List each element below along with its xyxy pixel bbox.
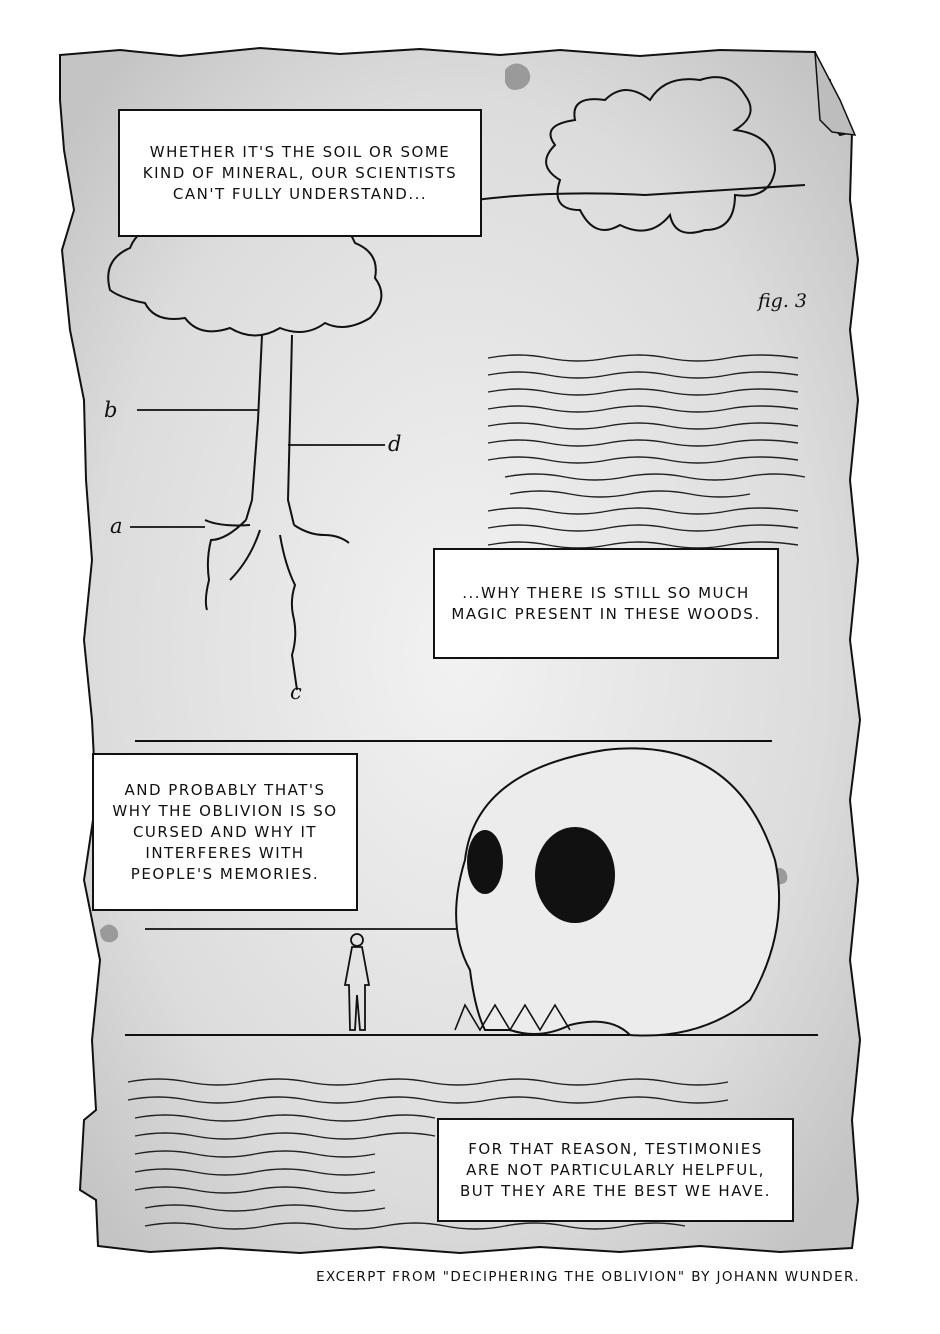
caption-box-2: ...WHY THERE IS STILL SO MUCH MAGIC PRESENT IN THESE WOODS.: [433, 548, 779, 659]
caption-box-3: AND PROBABLY THAT'S WHY THE OBLIVION IS SO CURSED AND WHY IT INTERFERES WITH PEOPLE'S MEMORIES.: [92, 753, 358, 911]
tree-label-a: a: [110, 514, 123, 538]
skull-eye-socket: [535, 827, 615, 923]
excerpt-credit: EXCERPT FROM "DECIPHERING THE OBLIVION" BY JOHANN WUNDER.: [316, 1269, 860, 1285]
tree-label-b: b: [104, 398, 118, 422]
figure-label: fig. 3: [758, 290, 808, 312]
caption-box-1: WHETHER IT'S THE SOIL OR SOME KIND OF MINERAL, OUR SCIENTISTS CAN'T FULLY UNDERSTAND...: [118, 109, 482, 237]
skull-eye-socket: [467, 830, 503, 894]
caption-box-4: FOR THAT REASON, TESTIMONIES ARE NOT PARTICULARLY HELPFUL, BUT THEY ARE THE BEST WE HAVE.: [437, 1118, 794, 1222]
skull: [456, 748, 779, 1035]
tree-label-c: c: [290, 680, 302, 704]
tree-label-d: d: [388, 432, 402, 456]
